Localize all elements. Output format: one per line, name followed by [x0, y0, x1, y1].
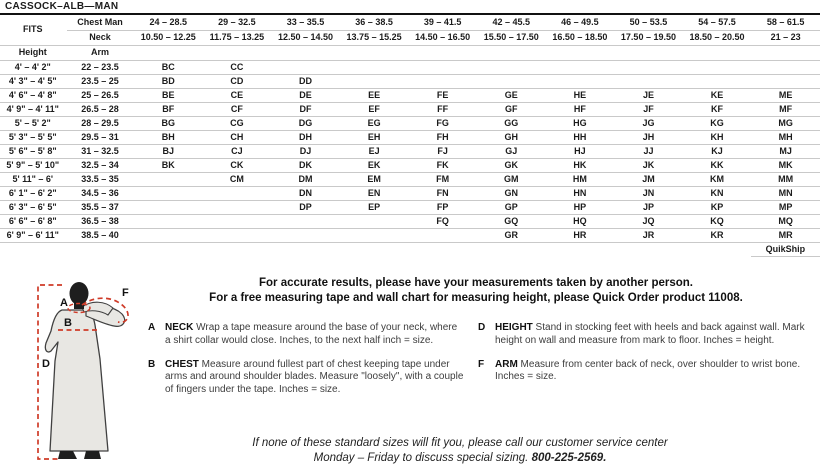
size-cell-unavailable	[340, 74, 409, 88]
footer-phone-number: 800-225-2569.	[531, 452, 607, 464]
size-cell: MR	[751, 228, 820, 242]
arm-col-label: Arm	[66, 45, 134, 60]
table-row	[0, 228, 820, 242]
size-cell-quikship: GK	[477, 158, 546, 172]
size-cell: JM	[614, 172, 683, 186]
size-cell: FF	[408, 102, 477, 116]
size-cell: BH	[134, 130, 203, 144]
size-cell: KR	[683, 228, 752, 242]
arm-range-cell: 28 – 29.5	[66, 116, 134, 130]
size-cell-quikship: FN	[408, 186, 477, 200]
size-cell-unavailable	[546, 74, 615, 88]
height-range-cell: 6' 9" – 6' 11"	[0, 228, 66, 242]
size-cell-unavailable	[203, 200, 272, 214]
neck-range-header: 11.75 – 13.25	[203, 30, 272, 45]
size-cell: FE	[408, 88, 477, 102]
size-cell: GE	[477, 88, 546, 102]
size-cell-quikship: EK	[340, 158, 409, 172]
instruction-text: HEIGHT Stand in stocking feet with heels and back against wall. Mark height on wall and measure from mark to floor. Inches = height.	[495, 322, 805, 346]
instruction-text: NECK Wrap a tape measure around the base of your neck, where a shirt collar would close. Inches, to the next half inch = size.	[165, 322, 458, 346]
size-cell-unavailable	[340, 60, 409, 74]
size-cell-unavailable	[271, 60, 340, 74]
chest-range-header: 24 – 28.5	[134, 15, 203, 30]
instruction-letter: A	[148, 322, 156, 333]
size-cell-quikship: CH	[203, 130, 272, 144]
size-cell: HH	[546, 130, 615, 144]
size-cell: DE	[271, 88, 340, 102]
table-row	[0, 144, 820, 158]
size-cell: GQ	[477, 214, 546, 228]
size-cell: BG	[134, 116, 203, 130]
size-cell-unavailable	[134, 186, 203, 200]
size-cell: DM	[271, 172, 340, 186]
height-range-cell: 5' 9" – 5' 10"	[0, 158, 66, 172]
size-cell: GF	[477, 102, 546, 116]
size-cell-unavailable	[751, 74, 820, 88]
size-cell-unavailable	[683, 74, 752, 88]
instruction-letter: F	[478, 358, 485, 370]
size-cell-unavailable	[614, 60, 683, 74]
figure-label-arm: F	[122, 287, 129, 299]
instruction-item	[478, 322, 808, 348]
size-cell-quikship: FJ	[408, 144, 477, 158]
neck-range-header: 13.75 – 15.25	[340, 30, 409, 45]
neck-range-header: 17.50 – 19.50	[614, 30, 683, 45]
instruction-item	[478, 359, 808, 385]
arm-range-cell: 25 – 26.5	[66, 88, 134, 102]
table-row	[0, 130, 820, 144]
size-cell-quikship: EJ	[340, 144, 409, 158]
neck-range-header: 12.50 – 14.50	[271, 30, 340, 45]
size-cell: JR	[614, 228, 683, 242]
size-cell-quikship: DH	[271, 130, 340, 144]
size-cell: CJ	[203, 144, 272, 158]
size-cell-unavailable	[683, 60, 752, 74]
measurement-notes	[140, 276, 812, 305]
arm-range-cell: 36.5 – 38	[66, 214, 134, 228]
chest-row-label: Chest Man	[66, 15, 134, 30]
chest-range-header: 46 – 49.5	[546, 15, 615, 30]
table-row	[0, 116, 820, 130]
size-cell: CC	[203, 60, 272, 74]
size-cell: HQ	[546, 214, 615, 228]
instruction-item	[148, 322, 464, 348]
height-range-cell: 5' 6" – 5' 8"	[0, 144, 66, 158]
instructions-left-column	[148, 322, 464, 397]
instruction-text: CHEST Measure around fullest part of chest keeping tape under arms and around shoulder blades. Measure "loosely", with a couple of fingers under the tape. Inches = size.	[165, 358, 464, 396]
size-cell-quikship: EM	[340, 172, 409, 186]
size-cell: HR	[546, 228, 615, 242]
header-spacer-cell	[546, 45, 615, 60]
footer-line-2-text: Monday – Friday to discuss special sizing.	[313, 452, 529, 464]
size-cell: HG	[546, 116, 615, 130]
size-cell: KM	[683, 172, 752, 186]
size-cell: JE	[614, 88, 683, 102]
size-cell: BC	[134, 60, 203, 74]
size-cell-unavailable	[134, 228, 203, 242]
size-cell-quikship: FH	[408, 130, 477, 144]
arm-range-cell: 32.5 – 34	[66, 158, 134, 172]
size-cell: EF	[340, 102, 409, 116]
size-cell: JH	[614, 130, 683, 144]
size-cell: FQ	[408, 214, 477, 228]
size-cell: GH	[477, 130, 546, 144]
header-spacer-cell	[751, 45, 820, 60]
size-cell: MK	[751, 158, 820, 172]
cassock-robe	[45, 310, 108, 451]
size-cell: KQ	[683, 214, 752, 228]
size-cell: KN	[683, 186, 752, 200]
chest-range-header: 36 – 38.5	[340, 15, 409, 30]
note-line-1: For accurate results, please have your measurements taken by another person.	[259, 277, 693, 289]
size-cell-quikship: FK	[408, 158, 477, 172]
figure-label-chest: B	[64, 317, 72, 329]
size-cell: KH	[683, 130, 752, 144]
size-cell-unavailable	[408, 60, 477, 74]
chest-range-header: 54 – 57.5	[683, 15, 752, 30]
size-cell: EN	[340, 186, 409, 200]
header-spacer-cell	[614, 45, 683, 60]
size-cell-unavailable	[134, 172, 203, 186]
size-cell-unavailable	[408, 228, 477, 242]
size-cell-quikship: EG	[340, 116, 409, 130]
arm-range-cell: 29.5 – 31	[66, 130, 134, 144]
size-cell-unavailable	[271, 228, 340, 242]
instruction-text: ARM Measure from center back of neck, over shoulder to wrist bone. Inches = size.	[495, 358, 801, 383]
size-cell: KE	[683, 88, 752, 102]
size-cell: KK	[683, 158, 752, 172]
size-cell-quikship: CG	[203, 116, 272, 130]
size-cell-unavailable	[271, 214, 340, 228]
arm-range-cell: 26.5 – 28	[66, 102, 134, 116]
height-range-cell: 4' 3" – 4' 5"	[0, 74, 66, 88]
size-cell: JG	[614, 116, 683, 130]
size-cell: ME	[751, 88, 820, 102]
size-cell: MG	[751, 116, 820, 130]
neck-range-header: 21 – 23	[751, 30, 820, 45]
size-cell: BE	[134, 88, 203, 102]
size-cell: KJ	[683, 144, 752, 158]
size-cell-unavailable	[203, 186, 272, 200]
size-cell: BJ	[134, 144, 203, 158]
height-range-cell: 5' 11" – 6'	[0, 172, 66, 186]
size-cell: CE	[203, 88, 272, 102]
size-cell: FP	[408, 200, 477, 214]
figure-foot-right	[84, 451, 101, 459]
chest-range-header: 33 – 35.5	[271, 15, 340, 30]
size-cell: GP	[477, 200, 546, 214]
size-cell: CD	[203, 74, 272, 88]
arm-range-cell: 38.5 – 40	[66, 228, 134, 242]
arm-range-cell: 33.5 – 35	[66, 172, 134, 186]
fits-label: FITS	[0, 15, 66, 45]
footer-line-1: If none of these standard sizes will fit you, please call our customer service center	[252, 437, 668, 449]
neck-header-row	[0, 30, 820, 45]
quikship-row-filler	[0, 242, 751, 256]
size-cell: HJ	[546, 144, 615, 158]
header-spacer-cell	[683, 45, 752, 60]
header-spacer-cell	[340, 45, 409, 60]
measuring-instructions	[148, 322, 808, 397]
size-cell: EP	[340, 200, 409, 214]
size-cell: GR	[477, 228, 546, 242]
size-cell: JP	[614, 200, 683, 214]
size-cell-quikship: FM	[408, 172, 477, 186]
chest-range-header: 39 – 41.5	[408, 15, 477, 30]
height-col-label: Height	[0, 45, 66, 60]
arm-range-cell: 31 – 32.5	[66, 144, 134, 158]
table-row	[0, 102, 820, 116]
size-cell: CF	[203, 102, 272, 116]
figure-label-neck: A	[60, 297, 68, 309]
size-chart-body	[0, 60, 820, 256]
size-cell: MJ	[751, 144, 820, 158]
size-cell: GG	[477, 116, 546, 130]
size-cell-quikship: GM	[477, 172, 546, 186]
quikship-label: QuikShip	[751, 242, 820, 256]
chest-header-row	[0, 15, 820, 30]
neck-range-header: 18.50 – 20.50	[683, 30, 752, 45]
size-cell-unavailable	[203, 214, 272, 228]
height-range-cell: 4' 6" – 4' 8"	[0, 88, 66, 102]
neck-range-header: 10.50 – 12.25	[134, 30, 203, 45]
header-spacer-cell	[408, 45, 477, 60]
height-range-cell: 6' 6" – 6' 8"	[0, 214, 66, 228]
height-range-cell: 5' 3" – 5' 5"	[0, 130, 66, 144]
arm-range-cell: 35.5 – 37	[66, 200, 134, 214]
page-title: CASSOCK–ALB—MAN	[0, 0, 820, 15]
size-cell: BF	[134, 102, 203, 116]
size-cell-unavailable	[134, 200, 203, 214]
size-cell: MM	[751, 172, 820, 186]
table-row	[0, 200, 820, 214]
size-cell-quikship: GJ	[477, 144, 546, 158]
size-cell: HE	[546, 88, 615, 102]
instruction-item	[148, 359, 464, 397]
size-cell-unavailable	[751, 60, 820, 74]
neck-range-header: 16.50 – 18.50	[546, 30, 615, 45]
size-cell: JJ	[614, 144, 683, 158]
size-cell: DF	[271, 102, 340, 116]
table-row	[0, 214, 820, 228]
table-row	[0, 158, 820, 172]
size-cell-unavailable	[340, 228, 409, 242]
note-line-2: For a free measuring tape and wall chart for measuring height, please Quick Order product 11008.	[209, 291, 743, 304]
size-cell: JQ	[614, 214, 683, 228]
size-cell: MH	[751, 130, 820, 144]
size-cell-unavailable	[546, 60, 615, 74]
table-row	[0, 74, 820, 88]
size-cell-unavailable	[340, 214, 409, 228]
chest-range-header: 29 – 32.5	[203, 15, 272, 30]
size-cell: KP	[683, 200, 752, 214]
chest-range-header: 58 – 61.5	[751, 15, 820, 30]
size-cell: EE	[340, 88, 409, 102]
size-cell-quikship: HN	[546, 186, 615, 200]
figure-label-height: D	[42, 358, 50, 370]
size-cell: JF	[614, 102, 683, 116]
instructions-right-column	[478, 322, 808, 397]
size-cell-unavailable	[477, 60, 546, 74]
size-cell: CK	[203, 158, 272, 172]
size-cell-quikship: DK	[271, 158, 340, 172]
size-cell: MQ	[751, 214, 820, 228]
size-cell-unavailable	[408, 74, 477, 88]
size-cell: KF	[683, 102, 752, 116]
table-row	[0, 60, 820, 74]
chest-range-header: 50 – 53.5	[614, 15, 683, 30]
height-range-cell: 6' 3" – 6' 5"	[0, 200, 66, 214]
size-cell-unavailable	[614, 74, 683, 88]
height-arm-header-row	[0, 45, 820, 60]
figure-foot-left	[58, 451, 77, 459]
footer-line-2	[100, 451, 820, 466]
size-cell: HP	[546, 200, 615, 214]
header-spacer-cell	[134, 45, 203, 60]
instruction-letter: B	[148, 358, 156, 370]
size-cell: DD	[271, 74, 340, 88]
neck-range-header: 14.50 – 16.50	[408, 30, 477, 45]
size-cell-quikship: DJ	[271, 144, 340, 158]
special-sizing-footer	[100, 436, 820, 466]
height-range-cell: 6' 1" – 6' 2"	[0, 186, 66, 200]
arm-range-cell: 22 – 23.5	[66, 60, 134, 74]
header-spacer-cell	[477, 45, 546, 60]
table-row	[0, 186, 820, 200]
header-spacer-cell	[203, 45, 272, 60]
size-cell: JK	[614, 158, 683, 172]
instruction-letter: D	[478, 322, 486, 333]
height-range-cell: 4' – 4' 2"	[0, 60, 66, 74]
size-cell: CM	[203, 172, 272, 186]
neck-row-label: Neck	[66, 30, 134, 45]
chest-range-header: 42 – 45.5	[477, 15, 546, 30]
size-cell-quikship: GN	[477, 186, 546, 200]
height-range-cell: 5' – 5' 2"	[0, 116, 66, 130]
size-chart-head	[0, 15, 820, 60]
size-cell-unavailable	[203, 228, 272, 242]
size-cell: DN	[271, 186, 340, 200]
size-cell: MP	[751, 200, 820, 214]
size-cell-unavailable	[477, 74, 546, 88]
arm-range-cell: 34.5 – 36	[66, 186, 134, 200]
size-cell-quikship: HK	[546, 158, 615, 172]
quikship-row	[0, 242, 820, 256]
size-cell-quikship: EH	[340, 130, 409, 144]
table-row	[0, 88, 820, 102]
header-spacer-cell	[271, 45, 340, 60]
size-cell: HF	[546, 102, 615, 116]
arm-range-cell: 23.5 – 25	[66, 74, 134, 88]
size-chart-table	[0, 15, 820, 257]
size-cell: JN	[614, 186, 683, 200]
table-row	[0, 172, 820, 186]
size-cell: FG	[408, 116, 477, 130]
size-cell-quikship: HM	[546, 172, 615, 186]
size-cell: BK	[134, 158, 203, 172]
size-cell-unavailable	[134, 214, 203, 228]
height-range-cell: 4' 9" – 4' 11"	[0, 102, 66, 116]
size-cell: DP	[271, 200, 340, 214]
size-cell: KG	[683, 116, 752, 130]
neck-range-header: 15.50 – 17.50	[477, 30, 546, 45]
size-cell: MN	[751, 186, 820, 200]
size-cell: BD	[134, 74, 203, 88]
size-cell-quikship: DG	[271, 116, 340, 130]
size-cell: MF	[751, 102, 820, 116]
